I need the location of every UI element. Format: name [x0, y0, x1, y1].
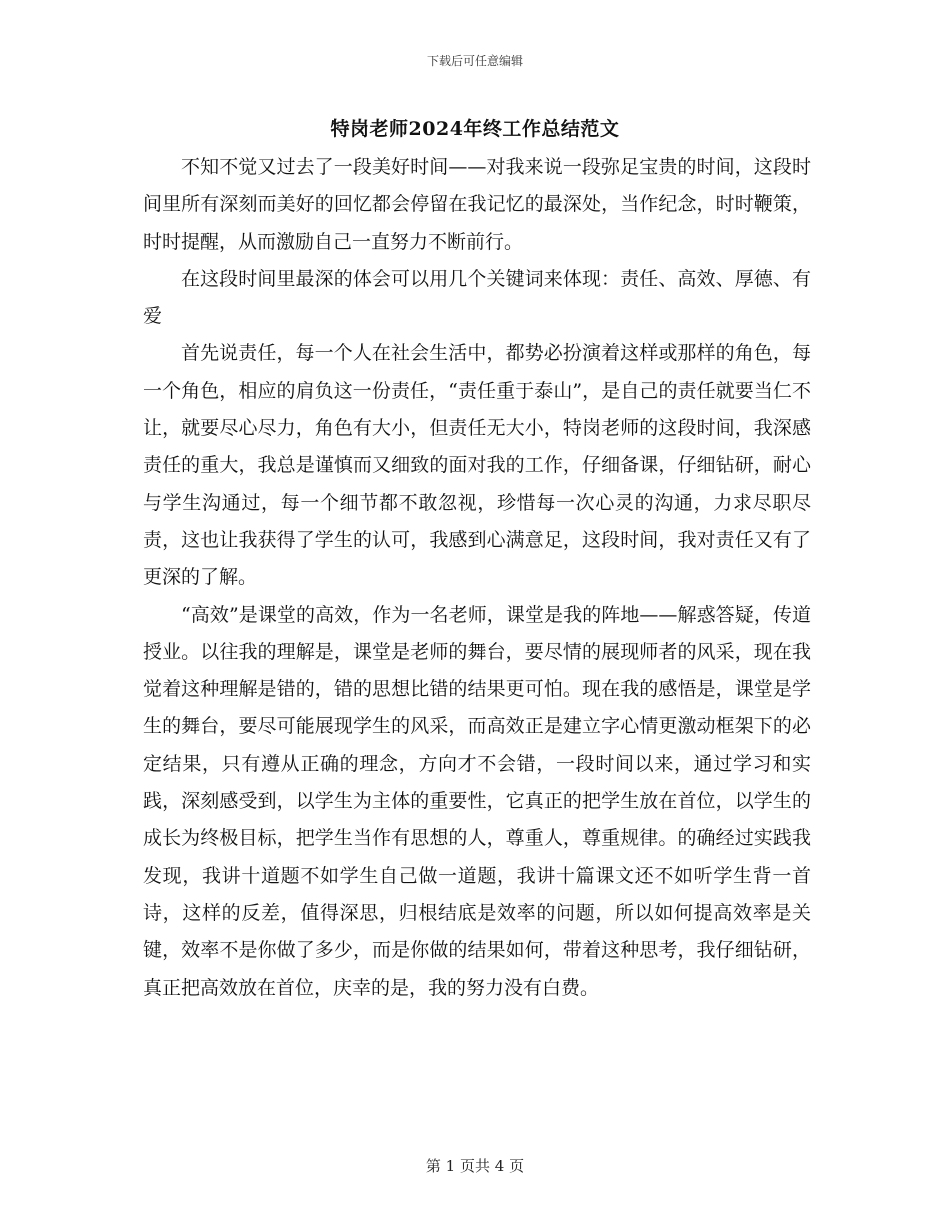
- document-title: 特岗老师2024年终工作总结范文: [330, 118, 620, 140]
- document-body: [143, 149, 811, 1007]
- page-header-note: 下载后可任意编辑: [426, 54, 523, 68]
- page-number-footer: 第 1 页共 4 页: [425, 1157, 525, 1175]
- paragraph: 首先说责任，每一个人在社会生活中，都势必扮演着这样或那样的角色，每一个角色，相应的肩负这一份责任，“责任重于泰山”，是自己的责任就要当仁不让，就要尽心尽力，角色有大小，但责任无大小，特岗老师的这段时间，我深感责任的重大，我总是谨慎而又细致的面对我的工作，仔细备课，仔细钻研，耐心与学生沟通过，每一个细节都不敢忽视，珍惜每一次心灵的沟通，力求尽职尽责，这也让我获得了学生的认可，我感到心满意足，这段时间，我对责任又有了更深的了解。: [143, 342, 811, 589]
- paragraph: 不知不觉又过去了一段美好时间——对我来说一段弥足宝贵的时间，这段时间里所有深刻而美好的回忆都会停留在我记忆的最深处，当作纪念，时时鞭策，时时提醒，从而激励自己一直努力不断前行。: [143, 156, 811, 253]
- paragraph: “高效”是课堂的高效，作为一名老师，课堂是我的阵地——解惑答疑，传道授业。以往我的理解是，课堂是老师的舞台，要尽情的展现师者的风采，现在我觉着这种理解是错的，错的思想比错的结果更可怕。现在我的感悟是，课堂是学生的舞台，要尽可能展现学生的风采，而高效正是建立字心情更激动框架下的必定结果，只有遵从正确的理念，方向才不会错，一段时间以来，通过学习和实践，深刻感受到，以学生为主体的重要性，它真正的把学生放在首位，以学生的成长为终极目标，把学生当作有思想的人，尊重人，尊重规律。的确经过实践我发现，我讲十道题不如学生自己做一道题，我讲十篇课文还不如听学生背一首诗，这样的反差，值得深思，归根结底是效率的问题，所以如何提高效率是关键，效率不是你做了多少，而是你做的结果如何，带着这种思考，我仔细钻研，真正把高效放在首位，庆幸的是，我的努力没有白费。: [143, 603, 811, 999]
- paragraph: 在这段时间里最深的体会可以用几个关键词来体现：责任、高效、厚德、有爱: [143, 267, 811, 328]
